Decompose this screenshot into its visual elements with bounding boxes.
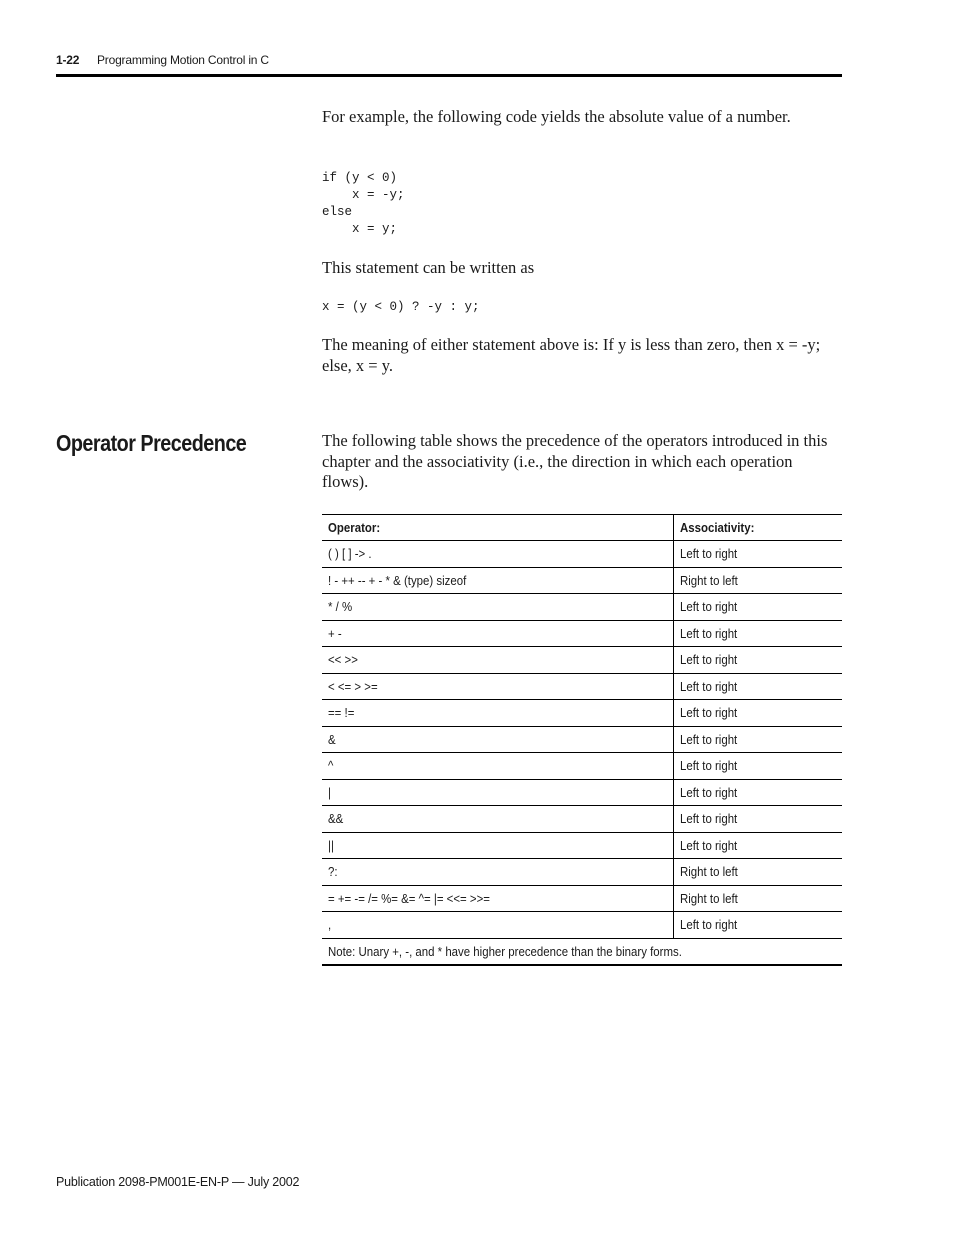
operator-cell: & [322, 726, 674, 753]
table-row [322, 700, 842, 727]
column-header-operator: Operator: [322, 515, 674, 541]
operator-cell: , [322, 912, 674, 939]
table-body [322, 541, 842, 939]
operator-cell: << >> [322, 647, 674, 674]
associativity-cell: Left to right [674, 779, 843, 806]
operator-cell: && [322, 806, 674, 833]
meaning-paragraph: The meaning of either statement above is: If y is less than zero, then x = -y; else, x = y. [322, 335, 821, 375]
table-row [322, 859, 842, 886]
table-note-row [322, 938, 842, 965]
operator-cell: * / % [322, 594, 674, 621]
operator-precedence-table [322, 514, 842, 966]
operator-cell: | [322, 779, 674, 806]
table-row [322, 779, 842, 806]
operator-cell: = += -= /= %= &= ^= |= <<= >>= [322, 885, 674, 912]
associativity-cell: Left to right [674, 806, 843, 833]
table-row [322, 647, 842, 674]
associativity-cell: Right to left [674, 885, 843, 912]
associativity-cell: Left to right [674, 594, 843, 621]
associativity-cell: Left to right [674, 673, 843, 700]
header-rule [56, 74, 842, 77]
table-row [322, 726, 842, 753]
operator-cell: < <= > >= [322, 673, 674, 700]
associativity-cell: Left to right [674, 726, 843, 753]
operator-cell: + - [322, 620, 674, 647]
publication-footer: Publication 2098-PM001E-EN-P — July 2002 [56, 1175, 300, 1189]
section-intro-paragraph: The following table shows the precedence of the operators introduced in this chapter and the associativity (i.e., the direction in which each operation flows). [322, 431, 828, 491]
table-row [322, 912, 842, 939]
operator-cell: ^ [322, 753, 674, 780]
code-block-ternary: x = (y < 0) ? -y : y; [322, 300, 480, 314]
code-block-if-else: if (y < 0) x = -y; else x = y; [322, 171, 405, 236]
table-row [322, 753, 842, 780]
associativity-cell: Left to right [674, 620, 843, 647]
operator-cell: ! - ++ -- + - * & (type) sizeof [322, 567, 674, 594]
operator-cell: == != [322, 700, 674, 727]
associativity-cell: Left to right [674, 912, 843, 939]
associativity-cell: Left to right [674, 647, 843, 674]
table-row [322, 885, 842, 912]
operator-cell: ( ) [ ] -> . [322, 541, 674, 568]
associativity-cell: Left to right [674, 753, 843, 780]
section-heading: Operator Precedence [56, 430, 247, 456]
intro-paragraph: For example, the following code yields the absolute value of a number. [322, 107, 791, 126]
table-row [322, 673, 842, 700]
page-number: 1-22 [56, 53, 80, 67]
table-row [322, 541, 842, 568]
table-header-row [322, 515, 842, 541]
table-row [322, 567, 842, 594]
chapter-title: Programming Motion Control in C [97, 53, 269, 67]
table-row [322, 806, 842, 833]
operator-cell: || [322, 832, 674, 859]
associativity-cell: Left to right [674, 700, 843, 727]
table-row [322, 594, 842, 621]
associativity-cell: Right to left [674, 567, 843, 594]
table-row [322, 832, 842, 859]
operator-cell: ?: [322, 859, 674, 886]
table-row [322, 620, 842, 647]
statement-paragraph: This statement can be written as [322, 258, 535, 277]
table-note: Note: Unary +, -, and * have higher precedence than the binary forms. [322, 938, 842, 965]
associativity-cell: Left to right [674, 541, 843, 568]
column-header-associativity: Associativity: [674, 515, 843, 541]
associativity-cell: Right to left [674, 859, 843, 886]
associativity-cell: Left to right [674, 832, 843, 859]
